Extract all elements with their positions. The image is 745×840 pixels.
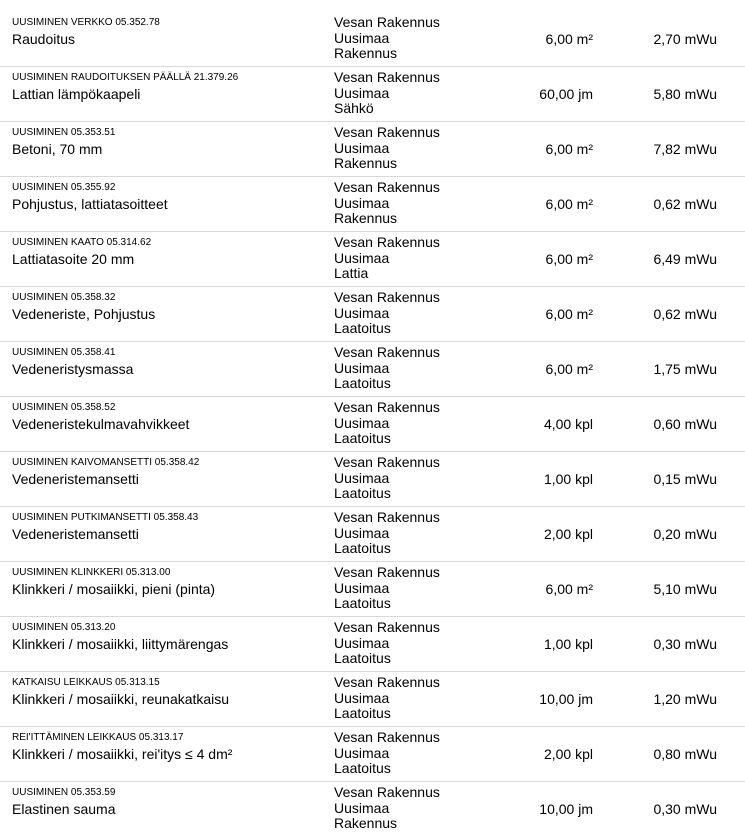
work-item-title: Vedeneristysmassa xyxy=(12,361,134,377)
work-item-contractor xyxy=(334,785,440,832)
contractor-category: Laatoitus xyxy=(334,705,391,721)
contractor-company: Vesan Rakennus xyxy=(334,509,440,525)
contractor-region: Uusimaa xyxy=(334,84,390,101)
work-item-contractor xyxy=(334,15,440,62)
contractor-region: Uusimaa xyxy=(334,414,390,431)
work-item-quantity: 60,00 jm xyxy=(539,86,593,102)
contractor-category: Laatoitus xyxy=(334,430,391,446)
contractor-region: Uusimaa xyxy=(334,139,390,156)
contractor-category: Rakennus xyxy=(334,45,398,61)
work-item-contractor xyxy=(334,125,440,172)
work-item-row[interactable] xyxy=(0,397,745,452)
contractor-category: Laatoitus xyxy=(334,760,391,776)
work-item-price: 0,80 mWu xyxy=(653,746,717,762)
contractor-category: Laatoitus xyxy=(334,485,391,501)
work-item-contractor xyxy=(334,400,440,447)
work-item-contractor xyxy=(334,455,440,502)
work-item-row[interactable] xyxy=(0,782,745,837)
contractor-category: Laatoitus xyxy=(334,320,391,336)
contractor-company: Vesan Rakennus xyxy=(334,14,440,30)
work-item-price: 1,75 mWu xyxy=(653,361,717,377)
work-item-price: 0,62 mWu xyxy=(653,196,717,212)
work-item-quantity: 1,00 kpl xyxy=(543,636,593,652)
contractor-region: Uusimaa xyxy=(334,469,390,486)
contractor-category: Lattia xyxy=(334,265,369,281)
contractor-category: Laatoitus xyxy=(334,540,391,556)
contractor-company: Vesan Rakennus xyxy=(334,179,440,195)
contractor-region: Uusimaa xyxy=(334,744,390,761)
work-item-row[interactable] xyxy=(0,617,745,672)
work-item-price: 0,62 mWu xyxy=(653,306,717,322)
contractor-region: Uusimaa xyxy=(334,194,390,211)
work-item-price: 0,30 mWu xyxy=(653,801,717,817)
work-item-row[interactable] xyxy=(0,67,745,122)
work-item-title: Vedeneristekulmavahvikkeet xyxy=(12,416,190,432)
work-item-title: Klinkkeri / mosaiikki, reunakatkaisu xyxy=(12,691,230,707)
work-item-row[interactable] xyxy=(0,452,745,507)
contractor-category: Rakennus xyxy=(334,210,398,226)
work-item-title: Klinkkeri / mosaiikki, rei'itys ≤ 4 dm² xyxy=(12,746,233,762)
work-item-code: REI'ITTÄMINEN LEIKKAUS 05.313.17 xyxy=(12,732,184,743)
work-item-quantity: 6,00 m² xyxy=(545,306,593,322)
work-item-quantity: 10,00 jm xyxy=(539,801,593,817)
work-item-code: UUSIMINEN 05.353.51 xyxy=(12,127,116,138)
contractor-region: Uusimaa xyxy=(334,689,390,706)
contractor-company: Vesan Rakennus xyxy=(334,454,440,470)
work-item-quantity: 6,00 m² xyxy=(545,251,593,267)
work-item-contractor xyxy=(334,565,440,612)
work-item-title: Klinkkeri / mosaiikki, pieni (pinta) xyxy=(12,581,216,597)
work-item-quantity: 2,00 kpl xyxy=(543,746,593,762)
work-item-code: UUSIMINEN 05.358.52 xyxy=(12,402,116,413)
work-item-list xyxy=(0,12,745,837)
work-item-price: 0,15 mWu xyxy=(653,471,717,487)
work-item-row[interactable] xyxy=(0,672,745,727)
work-item-code: UUSIMINEN KAATO 05.314.62 xyxy=(12,237,152,248)
work-item-quantity: 6,00 m² xyxy=(545,141,593,157)
contractor-region: Uusimaa xyxy=(334,359,390,376)
work-item-code: UUSIMINEN 05.355.92 xyxy=(12,182,116,193)
work-item-contractor xyxy=(334,70,440,117)
work-item-title: Lattian lämpökaapeli xyxy=(12,86,141,102)
work-item-price: 5,10 mWu xyxy=(653,581,717,597)
contractor-region: Uusimaa xyxy=(334,29,390,46)
work-item-code: UUSIMINEN VERKKO 05.352.78 xyxy=(12,17,160,28)
contractor-category: Laatoitus xyxy=(334,595,391,611)
work-item-row[interactable] xyxy=(0,232,745,287)
work-item-contractor xyxy=(334,290,440,337)
work-item-contractor xyxy=(334,510,440,557)
work-item-row[interactable] xyxy=(0,177,745,232)
work-item-quantity: 4,00 kpl xyxy=(543,416,593,432)
work-item-code: UUSIMINEN KLINKKERI 05.313.00 xyxy=(12,567,171,578)
work-item-row[interactable] xyxy=(0,122,745,177)
work-item-row[interactable] xyxy=(0,342,745,397)
work-item-contractor xyxy=(334,180,440,227)
work-item-title: Raudoitus xyxy=(12,31,76,47)
contractor-company: Vesan Rakennus xyxy=(334,729,440,745)
contractor-region: Uusimaa xyxy=(334,304,390,321)
work-item-contractor xyxy=(334,730,440,777)
work-item-code: UUSIMINEN 05.358.32 xyxy=(12,292,116,303)
work-item-code: UUSIMINEN 05.313.20 xyxy=(12,622,116,633)
work-item-row[interactable] xyxy=(0,287,745,342)
work-item-row[interactable] xyxy=(0,562,745,617)
work-item-code: UUSIMINEN 05.353.59 xyxy=(12,787,116,798)
work-item-code: UUSIMINEN KAIVOMANSETTI 05.358.42 xyxy=(12,457,200,468)
work-item-price: 0,20 mWu xyxy=(653,526,717,542)
contractor-company: Vesan Rakennus xyxy=(334,674,440,690)
work-item-quantity: 6,00 m² xyxy=(545,361,593,377)
work-item-quantity: 10,00 jm xyxy=(539,691,593,707)
work-item-price: 0,60 mWu xyxy=(653,416,717,432)
work-item-code: UUSIMINEN RAUDOITUKSEN PÄÄLLÄ 21.379.26 xyxy=(12,72,239,83)
contractor-company: Vesan Rakennus xyxy=(334,124,440,140)
work-item-quantity: 6,00 m² xyxy=(545,581,593,597)
contractor-company: Vesan Rakennus xyxy=(334,344,440,360)
work-item-quantity: 1,00 kpl xyxy=(543,471,593,487)
contractor-category: Laatoitus xyxy=(334,650,391,666)
work-item-contractor xyxy=(334,235,440,282)
work-item-contractor xyxy=(334,675,440,722)
contractor-region: Uusimaa xyxy=(334,249,390,266)
work-item-title: Vedeneriste, Pohjustus xyxy=(12,306,156,322)
work-item-price: 6,49 mWu xyxy=(653,251,717,267)
work-item-row[interactable] xyxy=(0,507,745,562)
contractor-region: Uusimaa xyxy=(334,634,390,651)
contractor-company: Vesan Rakennus xyxy=(334,784,440,800)
work-item-row[interactable] xyxy=(0,12,745,67)
work-item-title: Elastinen sauma xyxy=(12,801,116,817)
work-item-price: 1,20 mWu xyxy=(653,691,717,707)
work-item-quantity: 6,00 m² xyxy=(545,31,593,47)
work-item-code: KATKAISU LEIKKAUS 05.313.15 xyxy=(12,677,160,688)
work-item-code: UUSIMINEN PUTKIMANSETTI 05.358.43 xyxy=(12,512,199,523)
work-item-contractor xyxy=(334,620,440,667)
contractor-company: Vesan Rakennus xyxy=(334,289,440,305)
contractor-category: Rakennus xyxy=(334,815,398,831)
work-item-contractor xyxy=(334,345,440,392)
work-item-quantity: 6,00 m² xyxy=(545,196,593,212)
contractor-company: Vesan Rakennus xyxy=(334,564,440,580)
work-item-title: Klinkkeri / mosaiikki, liittymärengas xyxy=(12,636,229,652)
work-item-title: Betoni, 70 mm xyxy=(12,141,103,157)
contractor-region: Uusimaa xyxy=(334,579,390,596)
contractor-category: Sähkö xyxy=(334,100,374,116)
work-item-price: 2,70 mWu xyxy=(653,31,717,47)
contractor-company: Vesan Rakennus xyxy=(334,619,440,635)
work-item-title: Lattiatasoite 20 mm xyxy=(12,251,135,267)
contractor-category: Laatoitus xyxy=(334,375,391,391)
contractor-category: Rakennus xyxy=(334,155,398,171)
work-item-price: 5,80 mWu xyxy=(653,86,717,102)
contractor-region: Uusimaa xyxy=(334,799,390,816)
contractor-company: Vesan Rakennus xyxy=(334,234,440,250)
work-item-title: Vedeneristemansetti xyxy=(12,471,139,487)
contractor-company: Vesan Rakennus xyxy=(334,69,440,85)
contractor-region: Uusimaa xyxy=(334,524,390,541)
work-item-quantity: 2,00 kpl xyxy=(543,526,593,542)
work-item-row[interactable] xyxy=(0,727,745,782)
work-item-price: 7,82 mWu xyxy=(653,141,717,157)
work-item-price: 0,30 mWu xyxy=(653,636,717,652)
work-item-title: Vedeneristemansetti xyxy=(12,526,139,542)
work-item-code: UUSIMINEN 05.358.41 xyxy=(12,347,116,358)
work-item-title: Pohjustus, lattiatasoitteet xyxy=(12,196,168,212)
contractor-company: Vesan Rakennus xyxy=(334,399,440,415)
